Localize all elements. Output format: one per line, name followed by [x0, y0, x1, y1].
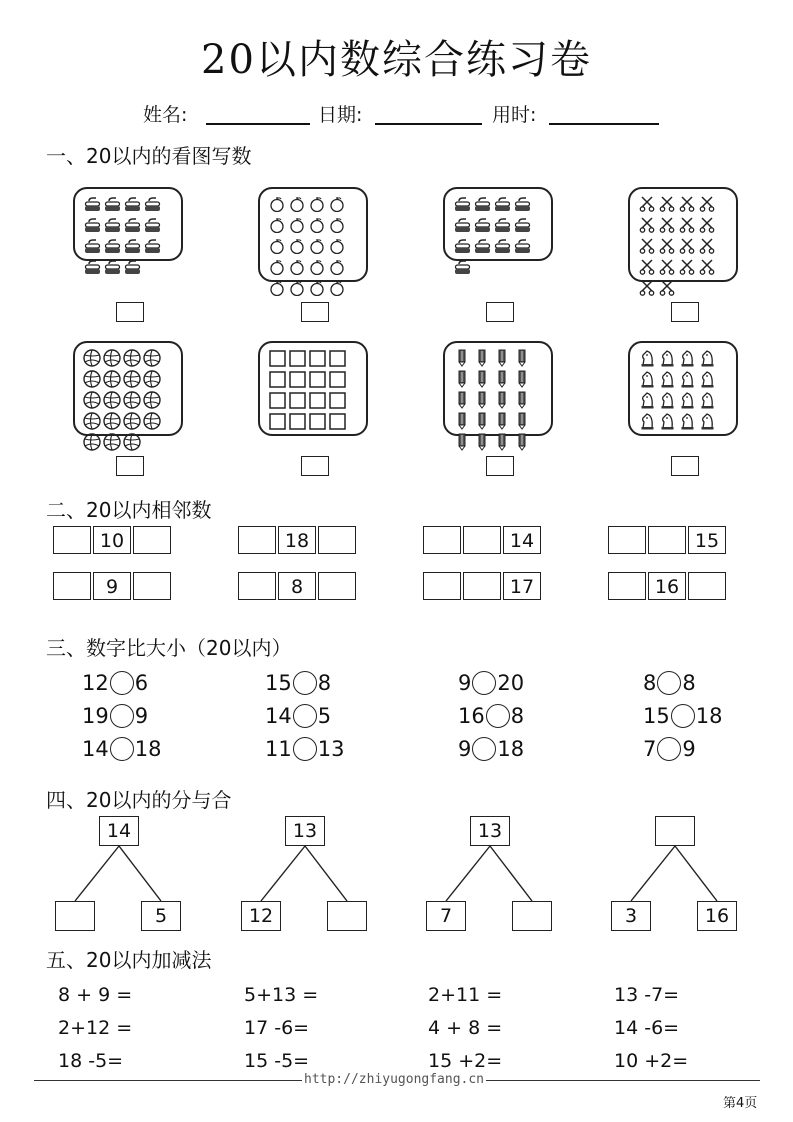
name-blank[interactable] [206, 123, 310, 125]
compare-left: 8 [643, 671, 657, 695]
curling-stone-icon [513, 216, 531, 234]
pencil-icon [513, 433, 531, 451]
pencil-icon [493, 433, 511, 451]
neighbor-number: 17 [503, 572, 541, 600]
volleyball-icon [143, 370, 161, 388]
bond-right-box: 5 [141, 901, 181, 931]
square-icon [268, 349, 286, 367]
apple-icon [308, 216, 326, 234]
neighbor-blank[interactable] [463, 572, 501, 600]
compare-circle[interactable] [110, 671, 134, 695]
bond-left-box: 3 [611, 901, 651, 931]
neighbor-blank[interactable] [318, 572, 356, 600]
chess-knight-icon [658, 412, 676, 430]
apple-icon [268, 279, 286, 297]
chess-knight-icon [658, 391, 676, 409]
volleyball-icon [103, 412, 121, 430]
curling-stone-icon [123, 237, 141, 255]
curling-stone-icon [123, 258, 141, 276]
bond-top-box: 13 [470, 816, 510, 846]
section-3-heading: 三、数字比大小（20以内） [46, 636, 292, 660]
scissors-icon [698, 258, 716, 276]
neighbor-blank[interactable] [423, 572, 461, 600]
square-icon [328, 391, 346, 409]
bond-line [119, 846, 161, 901]
square-icon [308, 370, 326, 388]
neighbor-number: 9 [93, 572, 131, 600]
date-label: 日期: [318, 104, 363, 126]
pencil-icon [513, 412, 531, 430]
pencil-icon [513, 349, 531, 367]
bond-line [75, 846, 119, 901]
scissors-icon [638, 258, 656, 276]
neighbor-row [423, 526, 541, 554]
curling-stone-icon [143, 195, 161, 213]
equation[interactable]: 2+12 = [58, 1017, 133, 1039]
neighbor-number: 10 [93, 526, 131, 554]
curling-stone-icon [513, 237, 531, 255]
bond-right-box[interactable] [512, 901, 552, 931]
scissors-icon [658, 258, 676, 276]
apple-icon [268, 237, 286, 255]
scissors-icon [658, 216, 676, 234]
chess-knight-icon [638, 370, 656, 388]
compare-left: 11 [265, 737, 292, 761]
apple-icon [308, 258, 326, 276]
curling-stone-icon [473, 216, 491, 234]
volleyball-icon [143, 349, 161, 367]
equation[interactable]: 15 -5= [244, 1050, 310, 1072]
neighbor-number: 18 [278, 526, 316, 554]
bond-line [631, 846, 675, 901]
pencil-icon [453, 349, 471, 367]
curling-stone-icon [83, 195, 101, 213]
pencil-icon [453, 370, 471, 388]
picture-group [258, 187, 368, 282]
compare-circle[interactable] [110, 737, 134, 761]
compare-circle[interactable] [472, 671, 496, 695]
watermark-url: http://zhiyugongfang.cn [304, 1072, 485, 1087]
pencil-icon [493, 391, 511, 409]
scissors-icon [698, 195, 716, 213]
chess-knight-icon [678, 370, 696, 388]
curling-stone-icon [123, 195, 141, 213]
curling-stone-icon [83, 216, 101, 234]
apple-icon [308, 279, 326, 297]
answer-box[interactable] [486, 302, 514, 322]
apple-icon [268, 195, 286, 213]
square-icon [288, 370, 306, 388]
apple-icon [328, 279, 346, 297]
curling-stone-icon [473, 195, 491, 213]
curling-stone-icon [83, 258, 101, 276]
curling-stone-icon [453, 195, 471, 213]
page-title: 20以内数综合练习卷 [201, 37, 592, 83]
apple-icon [268, 258, 286, 276]
compare-right: 8 [682, 671, 696, 695]
curling-stone-icon [83, 237, 101, 255]
section-2-heading: 二、20以内相邻数 [46, 498, 212, 522]
compare-right: 5 [317, 704, 332, 728]
neighbor-blank[interactable] [238, 526, 276, 554]
scissors-icon [658, 237, 676, 255]
compare-item [82, 670, 148, 696]
volleyball-icon [83, 433, 101, 451]
date-blank[interactable] [375, 123, 482, 125]
square-icon [268, 391, 286, 409]
square-icon [328, 370, 346, 388]
neighbor-row [608, 526, 726, 554]
answer-box[interactable] [301, 456, 329, 476]
apple-icon [328, 216, 346, 234]
chess-knight-icon [638, 349, 656, 367]
chess-knight-icon [698, 412, 716, 430]
compare-item [643, 736, 696, 762]
square-icon [308, 412, 326, 430]
curling-stone-icon [493, 195, 511, 213]
pencil-icon [473, 433, 491, 451]
volleyball-icon [123, 412, 141, 430]
scissors-icon [658, 195, 676, 213]
neighbor-blank[interactable] [463, 526, 501, 554]
equation[interactable]: 2+11 = [428, 984, 503, 1006]
picture-group [628, 341, 738, 436]
chess-knight-icon [698, 370, 716, 388]
volleyball-icon [103, 391, 121, 409]
pencil-icon [473, 349, 491, 367]
bond-right-box: 16 [697, 901, 737, 931]
bond-top-box: 13 [285, 816, 325, 846]
apple-icon [288, 258, 306, 276]
neighbor-row [238, 572, 356, 600]
apple-icon [308, 195, 326, 213]
pencil-icon [473, 391, 491, 409]
bond-top-box[interactable] [655, 816, 695, 846]
pencil-icon [493, 370, 511, 388]
curling-stone-icon [513, 195, 531, 213]
compare-left: 14 [265, 704, 292, 728]
compare-right: 18 [695, 704, 723, 728]
pencil-icon [493, 349, 511, 367]
curling-stone-icon [453, 258, 471, 276]
apple-icon [268, 216, 286, 234]
compare-left: 9 [458, 737, 472, 761]
scissors-icon [638, 237, 656, 255]
compare-item [82, 703, 148, 729]
picture-group [73, 187, 183, 261]
bond-line [305, 846, 347, 901]
compare-left: 15 [265, 671, 292, 695]
chess-knight-icon [678, 412, 696, 430]
pencil-icon [453, 433, 471, 451]
equation[interactable]: 13 -7= [614, 984, 680, 1006]
neighbor-number: 14 [503, 526, 541, 554]
compare-item [458, 670, 524, 696]
neighbor-blank[interactable] [133, 572, 171, 600]
volleyball-icon [123, 433, 141, 451]
compare-right: 13 [317, 737, 345, 761]
chess-knight-icon [698, 391, 716, 409]
bond-left-box: 12 [241, 901, 281, 931]
answer-box[interactable] [301, 302, 329, 322]
compare-item [82, 736, 161, 762]
answer-box[interactable] [486, 456, 514, 476]
curling-stone-icon [103, 258, 121, 276]
compare-item [643, 703, 722, 729]
compare-circle[interactable] [657, 671, 681, 695]
chess-knight-icon [698, 349, 716, 367]
chess-knight-icon [658, 349, 676, 367]
picture-group [73, 341, 183, 436]
compare-left: 19 [82, 704, 109, 728]
bond-line [261, 846, 305, 901]
equation[interactable]: 14 -6= [614, 1017, 680, 1039]
neighbor-blank[interactable] [608, 572, 646, 600]
curling-stone-icon [453, 237, 471, 255]
compare-circle[interactable] [472, 737, 496, 761]
volleyball-icon [123, 370, 141, 388]
compare-item [458, 736, 524, 762]
compare-right: 6 [134, 671, 149, 695]
answer-box[interactable] [116, 302, 144, 322]
section-4-heading: 四、20以内的分与合 [46, 788, 232, 812]
neighbor-number: 15 [688, 526, 726, 554]
neighbor-number: 8 [278, 572, 316, 600]
compare-right: 8 [510, 704, 525, 728]
compare-circle[interactable] [671, 704, 695, 728]
volleyball-icon [83, 412, 101, 430]
volleyball-icon [143, 412, 161, 430]
compare-circle[interactable] [486, 704, 510, 728]
compare-circle[interactable] [657, 737, 681, 761]
compare-left: 12 [82, 671, 109, 695]
bond-line [490, 846, 532, 901]
neighbor-blank[interactable] [648, 526, 686, 554]
pencil-icon [513, 391, 531, 409]
scissors-icon [698, 237, 716, 255]
scissors-icon [678, 237, 696, 255]
pencil-icon [493, 412, 511, 430]
chess-knight-icon [678, 391, 696, 409]
compare-right: 9 [682, 737, 696, 761]
neighbor-row [53, 572, 171, 600]
chess-knight-icon [658, 370, 676, 388]
square-icon [288, 391, 306, 409]
volleyball-icon [143, 391, 161, 409]
apple-icon [288, 237, 306, 255]
equation[interactable]: 18 -5= [58, 1050, 124, 1072]
picture-group [443, 187, 553, 261]
chess-knight-icon [638, 412, 656, 430]
volleyball-icon [83, 370, 101, 388]
compare-item [265, 670, 331, 696]
scissors-icon [658, 279, 676, 297]
curling-stone-icon [103, 237, 121, 255]
answer-box[interactable] [671, 456, 699, 476]
compare-circle[interactable] [293, 704, 317, 728]
scissors-icon [638, 195, 656, 213]
square-icon [328, 412, 346, 430]
apple-icon [328, 195, 346, 213]
volleyball-icon [103, 433, 121, 451]
curling-stone-icon [103, 195, 121, 213]
volleyball-icon [123, 349, 141, 367]
chess-knight-icon [678, 349, 696, 367]
pencil-icon [453, 412, 471, 430]
square-icon [328, 349, 346, 367]
section-5-heading: 五、20以内加减法 [46, 948, 212, 972]
bond-left-box: 7 [426, 901, 466, 931]
apple-icon [328, 258, 346, 276]
neighbor-blank[interactable] [53, 572, 91, 600]
square-icon [308, 349, 326, 367]
compare-left: 7 [643, 737, 657, 761]
square-icon [268, 370, 286, 388]
apple-icon [288, 279, 306, 297]
neighbor-number: 16 [648, 572, 686, 600]
neighbor-row [238, 526, 356, 554]
square-icon [268, 412, 286, 430]
pencil-icon [473, 370, 491, 388]
compare-item [265, 703, 331, 729]
bond-left-box[interactable] [55, 901, 95, 931]
curling-stone-icon [493, 237, 511, 255]
volleyball-icon [83, 391, 101, 409]
neighbor-row [423, 572, 541, 600]
compare-item [643, 670, 696, 696]
scissors-icon [698, 216, 716, 234]
pencil-icon [473, 412, 491, 430]
neighbor-blank[interactable] [423, 526, 461, 554]
volleyball-icon [103, 370, 121, 388]
time-label: 用时: [492, 104, 537, 126]
volleyball-icon [123, 391, 141, 409]
neighbor-blank[interactable] [608, 526, 646, 554]
scissors-icon [638, 216, 656, 234]
equation[interactable]: 8 + 9 = [58, 984, 133, 1006]
apple-icon [288, 195, 306, 213]
curling-stone-icon [123, 216, 141, 234]
apple-icon [288, 216, 306, 234]
equation[interactable]: 15 +2= [428, 1050, 503, 1072]
compare-circle[interactable] [110, 704, 134, 728]
curling-stone-icon [143, 216, 161, 234]
curling-stone-icon [143, 237, 161, 255]
compare-circle[interactable] [293, 737, 317, 761]
curling-stone-icon [103, 216, 121, 234]
apple-icon [328, 237, 346, 255]
equation[interactable]: 5+13 = [244, 984, 319, 1006]
pencil-icon [453, 391, 471, 409]
compare-left: 14 [82, 737, 109, 761]
volleyball-icon [83, 349, 101, 367]
neighbor-blank[interactable] [238, 572, 276, 600]
scissors-icon [638, 279, 656, 297]
equation[interactable]: 17 -6= [244, 1017, 310, 1039]
neighbor-blank[interactable] [688, 572, 726, 600]
compare-right: 18 [134, 737, 162, 761]
compare-item [458, 703, 524, 729]
name-label: 姓名: [143, 104, 188, 126]
compare-right: 18 [497, 737, 525, 761]
compare-left: 9 [458, 671, 472, 695]
scissors-icon [678, 195, 696, 213]
equation[interactable]: 10 +2= [614, 1050, 689, 1072]
picture-group [443, 341, 553, 436]
compare-right: 8 [317, 671, 332, 695]
scissors-icon [678, 258, 696, 276]
time-blank[interactable] [549, 123, 659, 125]
square-icon [288, 412, 306, 430]
volleyball-icon [103, 349, 121, 367]
bond-line [675, 846, 717, 901]
compare-item [265, 736, 344, 762]
compare-right: 20 [497, 671, 525, 695]
curling-stone-icon [473, 237, 491, 255]
square-icon [288, 349, 306, 367]
neighbor-blank[interactable] [133, 526, 171, 554]
neighbor-blank[interactable] [318, 526, 356, 554]
compare-left: 16 [458, 704, 485, 728]
page-number: 第4页 [723, 1096, 758, 1111]
curling-stone-icon [493, 216, 511, 234]
pencil-icon [513, 370, 531, 388]
answer-box[interactable] [116, 456, 144, 476]
neighbor-row [608, 572, 726, 600]
compare-right: 9 [134, 704, 149, 728]
apple-icon [308, 237, 326, 255]
bond-top-box: 14 [99, 816, 139, 846]
chess-knight-icon [638, 391, 656, 409]
bond-line [446, 846, 490, 901]
curling-stone-icon [453, 216, 471, 234]
scissors-icon [678, 216, 696, 234]
compare-circle[interactable] [293, 671, 317, 695]
neighbor-row [53, 526, 171, 554]
neighbor-blank[interactable] [53, 526, 91, 554]
bond-right-box[interactable] [327, 901, 367, 931]
compare-left: 15 [643, 704, 670, 728]
square-icon [308, 391, 326, 409]
answer-box[interactable] [671, 302, 699, 322]
picture-group [258, 341, 368, 436]
equation[interactable]: 4 + 8 = [428, 1017, 503, 1039]
section-1-heading: 一、20以内的看图写数 [46, 144, 252, 168]
picture-group [628, 187, 738, 282]
